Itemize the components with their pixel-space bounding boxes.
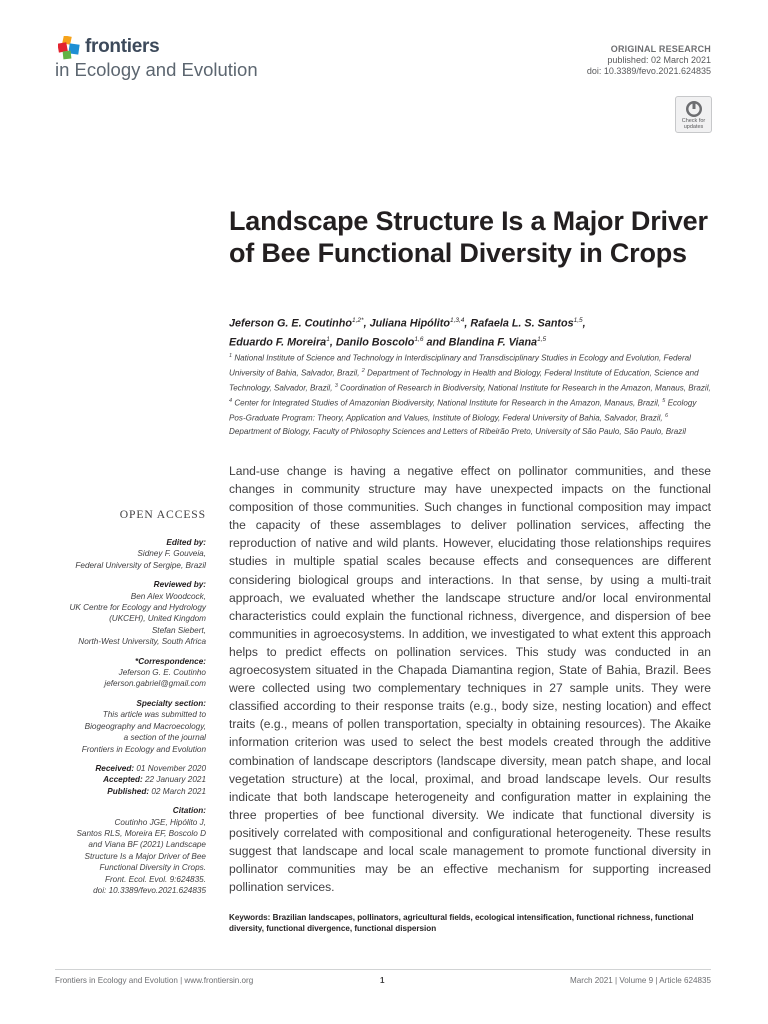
open-access-label: OPEN ACCESS	[119, 508, 206, 521]
citation-line: Structure Is a Major Driver of Bee	[84, 851, 206, 861]
affiliations: $^1$ National Institute of Science and Technology in Interdisciplinary and Transdisciplinary Studies in Ecology and Evolution, Federal University of Bahia, Salvador, Brazil, $^2$ Department of Technology in Health and Biology, Federal Institute of Education, Science and Technology, Salvador, Brazil, $^3$ Coordination of Research in Biodiversity, National Institute for Research in the Amazon, Manaus, Brazil, $^4$ Center for Integrated Studies of Amazonian Biodiversity, National Institute for Research in the Amazon, Manaus, Brazil, $^5$ Ecology Pos-Graduate Program: Theory, Application and Values, Institute of Biology, Federal University of Bahia, Salvador, Brazil, $^6$ Department of Biology, Faculty of Philosophy Sciences and Letters of Ribeirão Preto, University of São Paulo, São Paulo, Brazil	[229, 353, 711, 437]
check-updates-label: Check for updates	[681, 118, 706, 130]
check-for-updates-button[interactable]	[675, 96, 712, 133]
received-date: Received: 01 November 2020	[95, 763, 206, 773]
frontiers-logo-icon	[58, 36, 80, 60]
correspondence-email[interactable]: jeferson.gabriel@gmail.com	[104, 679, 206, 689]
specialty-line: Biogeography and Macroecology,	[84, 721, 206, 731]
correspondence-heading: *Correspondence:	[135, 656, 206, 666]
specialty-line: a section of the journal	[123, 733, 206, 743]
article-sidebar	[55, 508, 206, 896]
specialty-line: Frontiers in Ecology and Evolution	[81, 744, 206, 754]
check-updates-icon	[685, 100, 703, 118]
affiliation: Center for Integrated Studies of Amazonian Biodiversity, National Institute for Research in the Amazon, Manaus, Brazil,	[234, 398, 661, 408]
edited-by-heading: Edited by:	[166, 538, 206, 547]
journal-logo[interactable]	[55, 34, 295, 84]
journal-name: in Ecology and Evolution	[55, 59, 258, 80]
author-name[interactable]: Rafaela L. S. Santos	[470, 317, 574, 330]
article-type: ORIGINAL RESEARCH	[610, 44, 711, 54]
doi-link[interactable]: doi: 10.3389/fevo.2021.624835	[586, 66, 711, 76]
editor-line: Sidney F. Gouveia,	[137, 549, 206, 559]
article-title: Landscape Structure Is a Major Driver of Bee Functional Diversity in Crops	[229, 206, 708, 268]
reviewer-line: Stefan Siebert,	[151, 625, 206, 635]
affiliation: Coordination of Research in Biodiversity, National Institute for Research in the Amazon, Manaus, Brazil,	[340, 383, 711, 393]
footer-journal-link[interactable]: Frontiers in Ecology and Evolution | www.frontiersin.org	[55, 976, 254, 985]
page-footer	[55, 969, 711, 989]
article-dates	[55, 763, 206, 797]
citation-line: Functional Diversity in Crops.	[99, 863, 206, 873]
affiliation: National Institute of Science and Technology in Interdisciplinary and Transdisciplinary Studies in Ecology and Evolution, Federal University of Bahia, Salvador, Brazil,	[229, 353, 691, 378]
citation-line: and Viana BF (2021) Landscape	[88, 840, 206, 850]
published-date: published: 02 March 2021	[607, 55, 711, 65]
specialty-section-heading: Specialty section:	[136, 698, 206, 708]
abstract: Land-use change is having a negative effect on pollinator communities, and these changes in community structure may have unexpected impacts on the functional composition of those communities. Such changes in functional composition may impact the capacity of these assemblages to deliver pollination services, affecting the reproduction of native and wild plants. However, elucidating those relationships requires studies in multiple spatial scales because effects and consequences are different considering biological groups and interactions. In that sense, by using a multi-trait approach, we evaluated whether the landscape structure and/or local environmental characteristics could explain the functional richness, divergence, and dispersion of bee communities in agroecosystems. In addition, we investigated to what extent this approach helps to predict effects on pollination services. This study was conducted in an agroecosystem situated in the Chapada Diamantina region, State of Bahia, Brazil. Bees were collected using two complementary techniques in 27 sample units. They were classified according to their response traits (e.g., body size, nesting location) and effect traits (e.g., means of pollen transportation, specialty in obtaining resources). The Akaike information criterion was used to select the best models created through the additive combination of landscape descriptors (landscape diversity, mean patch shape, and local vegetation structure) at the local, proximal, and broad landscape levels. Our results indicate that both landscape heterogeneity and configuration matter in explaining the three properties of bee functional diversity. We indicate that functional diversity is positively correlated with compositional and configurational heterogeneity. These results suggest that landscape and local scale management to promote functional diversity in pollinator communities may be an effective mechanism for supporting increased pollination services.	[229, 464, 711, 895]
citation-heading: Citation:	[172, 806, 206, 816]
affiliation: Department of Technology in Health and Biology, Federal Institute of Education, Science and Technology, Salvador, Brazil,	[229, 368, 699, 393]
reviewed-by-heading: Reviewed by:	[153, 580, 206, 590]
article-meta	[587, 44, 711, 77]
accepted-date: Accepted: 22 January 2021	[103, 775, 206, 785]
publisher-name: frontiers	[85, 36, 160, 57]
author-name[interactable]: Danilo Boscolo	[335, 336, 415, 349]
affiliation: Ecology Pos-Graduate Program: Theory, Application and Values, Institute of Biology, Federal University of Bahia, Salvador, Brazil,	[229, 398, 697, 424]
reviewer-line: (UKCEH), United Kingdom	[109, 614, 206, 624]
reviewer-line: UK Centre for Ecology and Hydrology	[69, 603, 206, 613]
author-list: Jeferson G. E. Coutinho$^{1,2*}$, Juliana Hipólito$^{1,3,4}$, Rafaela L. S. Santos$^{1,5}$, Eduardo F. Moreira$^1$, Danilo Boscolo$^{1,6}$ and Blandina F. Viana$^{1,5}$	[229, 317, 586, 349]
page-number: 1	[380, 976, 385, 985]
citation-line: Coutinho JGE, Hipólito J,	[114, 817, 206, 827]
keywords	[229, 912, 711, 934]
keywords-label: Keywords:	[229, 913, 271, 922]
author-name[interactable]: Juliana Hipólito	[369, 317, 450, 330]
specialty-line: This article was submitted to	[102, 710, 206, 720]
editor-line: Federal University of Sergipe, Brazil	[75, 560, 206, 570]
keywords-list: Brazilian landscapes, pollinators, agricultural fields, ecological intensification, functional richness, functional diversity, functional divergence, functional dispersion	[229, 913, 694, 933]
correspondence-name: Jeferson G. E. Coutinho	[118, 668, 206, 678]
citation-doi[interactable]: doi: 10.3389/fevo.2021.624835	[93, 885, 206, 895]
affiliation: Department of Biology, Faculty of Philosophy Sciences and Letters of Ribeirão Preto, University of São Paulo, São Paulo, Brazil	[229, 427, 686, 437]
author-name[interactable]: Jeferson G. E. Coutinho	[229, 317, 352, 330]
published-date-sidebar: Published: 02 March 2021	[107, 786, 206, 796]
author-name[interactable]: Blandina F. Viana	[448, 336, 538, 349]
footer-volume-info: March 2021 | Volume 9 | Article 624835	[570, 976, 711, 985]
author-name[interactable]: Eduardo F. Moreira	[229, 336, 327, 349]
reviewer-line: North-West University, South Africa	[78, 637, 206, 647]
citation-line: Santos RLS, Moreira EF, Boscolo D	[76, 828, 206, 838]
citation-line: Front. Ecol. Evol. 9:624835.	[104, 874, 206, 884]
reviewer-line: Ben Alex Woodcock,	[130, 591, 206, 601]
